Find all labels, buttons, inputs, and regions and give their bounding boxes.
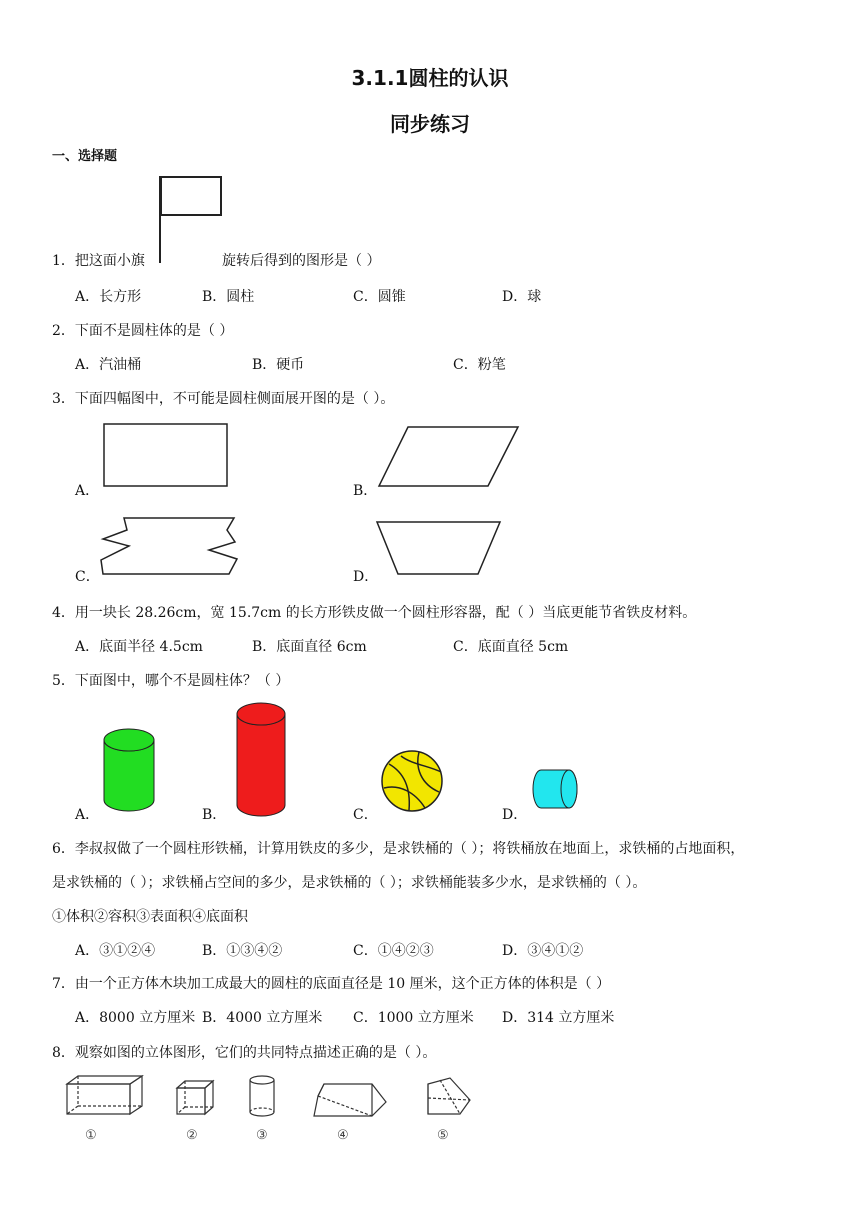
q1-text-before: 1．把这面小旗 — [52, 253, 145, 269]
q4-text: 4．用一块长 28.26cm，宽 15.7cm 的长方形铁皮做一个圆柱形容器，配（ ）当底更能节省铁皮材料。 — [52, 605, 697, 621]
q3-label-b[interactable]: B． — [353, 483, 378, 499]
zigzag-shape-figure — [99, 516, 239, 578]
rectangle-figure — [103, 423, 229, 489]
q5-label-b[interactable]: B． — [202, 807, 227, 823]
cube-figure — [177, 1081, 213, 1114]
q6-line-3: ①体积②容积③表面积④底面积 — [52, 909, 248, 925]
q4-option-b[interactable]: B．底面直径 6cm — [252, 639, 367, 655]
q4-option-a[interactable]: A．底面半径 4.5cm — [75, 639, 203, 655]
figure-label-4: ④ — [337, 1128, 349, 1143]
doc-subtitle: 同步练习 — [390, 112, 470, 136]
q1-option-c[interactable]: C．圆锥 — [353, 289, 406, 305]
q3-label-d[interactable]: D． — [353, 569, 379, 585]
q1-option-a[interactable]: A．长方形 — [75, 289, 142, 305]
figure-label-5: ⑤ — [437, 1128, 449, 1143]
q1-option-d[interactable]: D．球 — [502, 289, 542, 305]
q5-label-c[interactable]: C． — [353, 807, 378, 823]
q3-label-c[interactable]: C． — [75, 569, 100, 585]
q7-option-d[interactable]: D．314 立方厘米 — [502, 1010, 615, 1026]
yellow-ball-figure — [381, 750, 445, 814]
trapezoid-figure — [376, 520, 502, 576]
cyan-cylinder-figure — [533, 768, 579, 810]
q6-option-b[interactable]: B．①③④② — [202, 943, 283, 959]
red-cylinder-top — [237, 703, 285, 725]
q2-option-c[interactable]: C．粉笔 — [453, 357, 506, 373]
doc-title: 3.1.1圆柱的认识 — [351, 66, 509, 90]
q2-option-b[interactable]: B．硬币 — [252, 357, 305, 373]
q2-text: 2．下面不是圆柱体的是（ ） — [52, 323, 234, 339]
q1-option-b[interactable]: B．圆柱 — [202, 289, 255, 305]
solid-figures — [60, 1074, 490, 1124]
q7-option-b[interactable]: B．4000 立方厘米 — [202, 1010, 323, 1026]
figure-label-3: ③ — [256, 1128, 268, 1143]
frustum-figure — [428, 1078, 470, 1114]
cylinder-figure — [250, 1076, 274, 1116]
q3-label-a[interactable]: A． — [75, 483, 100, 499]
green-cylinder-figure — [103, 728, 155, 814]
q7-text: 7．由一个正方体木块加工成最大的圆柱的底面直径是 10 厘米，这个正方体的体积是（ ） — [52, 976, 611, 992]
section-heading: 一、选择题 — [52, 149, 118, 164]
red-cylinder-figure — [236, 702, 286, 818]
q6-option-c[interactable]: C．①④②③ — [353, 943, 434, 959]
yellow-ball — [382, 751, 442, 811]
q7-option-c[interactable]: C．1000 立方厘米 — [353, 1010, 474, 1026]
q6-option-d[interactable]: D．③④①② — [502, 943, 584, 959]
cuboid-figure — [67, 1076, 142, 1114]
q6-line-1: 6．李叔叔做了一个圆柱形铁桶，计算用铁皮的多少，是求铁桶的（ ）；将铁桶放在地面上，求铁桶的占地面积， — [52, 841, 745, 857]
q1-text-after: 旋转后得到的图形是（ ） — [222, 253, 381, 269]
q5-text: 5．下面图中，哪个不是圆柱体？（ ） — [52, 673, 290, 689]
q6-option-a[interactable]: A．③①②④ — [75, 943, 156, 959]
flag-figure — [158, 176, 224, 264]
q2-option-a[interactable]: A．汽油桶 — [75, 357, 142, 373]
prism-figure — [314, 1084, 386, 1116]
q3-text: 3．下面四幅图中，不可能是圆柱侧面展开图的是（ ）。 — [52, 391, 395, 407]
q7-option-a[interactable]: A．8000 立方厘米 — [75, 1010, 196, 1026]
parallelogram-figure — [378, 426, 520, 488]
figure-label-1: ① — [85, 1128, 97, 1143]
red-cylinder-body — [237, 714, 285, 816]
green-cylinder-top — [104, 729, 154, 751]
q5-label-d[interactable]: D． — [502, 807, 528, 823]
q6-line-2: 是求铁桶的（ ）；求铁桶占空间的多少，是求铁桶的（ ）；求铁桶能装多少水，是求铁桶的（ ）。 — [52, 875, 647, 891]
figure-label-2: ② — [186, 1128, 198, 1143]
q4-option-c[interactable]: C．底面直径 5cm — [453, 639, 569, 655]
q5-label-a[interactable]: A． — [75, 807, 100, 823]
q8-text: 8．观察如图的立体图形，它们的共同特点描述正确的是（ ）。 — [52, 1045, 437, 1061]
cyan-cylinder-face — [561, 770, 577, 808]
